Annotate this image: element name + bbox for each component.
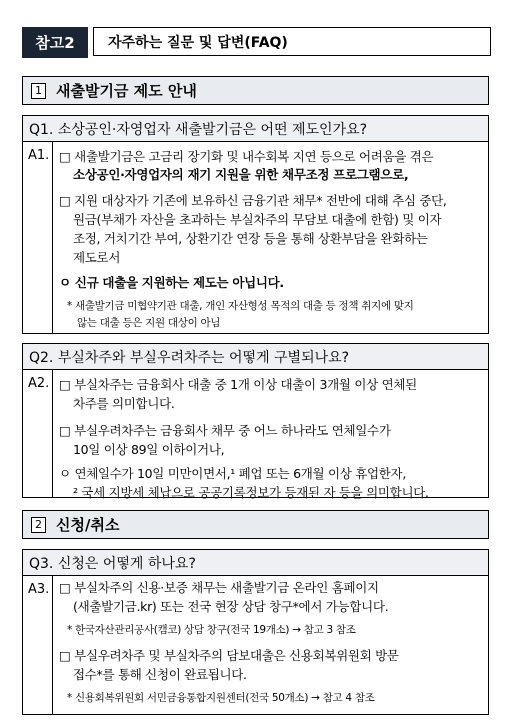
faq-item-q1 [22, 115, 489, 334]
answer-line: □ 부실우려차주는 금융회사 채무 중 어느 하나라도 연체일수가 [59, 423, 391, 438]
answer-line: 접수*를 통해 신청이 완료됩니다. [73, 667, 247, 682]
question-q2: Q2. 부실차주와 부실우려차주는 어떻게 구별되나요? [23, 344, 488, 370]
answer-label: A2. [23, 370, 53, 498]
answer-line: ² 국세 지방세 체납으로 공공기록정보가 등재된 자 등을 의미합니다. [73, 485, 429, 500]
answer-line: □ 지원 대상자가 기존에 보유하신 금융기관 채무* 전반에 대해 추심 중단, [59, 193, 447, 208]
footnote: * 신용회복위원회 서민금융통합지원센터(전국 50개소) → 참고 4 참조 [67, 692, 375, 704]
answer-line: □ 부실우려차주 및 부실차주의 담보대출은 신용회복위원회 방문 [59, 648, 399, 663]
question-q1: Q1. 소상공인·자영업자 새출발기금은 어떤 제도인가요? [23, 116, 488, 142]
answer-a2 [23, 370, 488, 498]
answer-line: 차주를 의미합니다. [73, 396, 175, 411]
page-title: 자주하는 질문 및 답변(FAQ) [93, 27, 491, 56]
answer-line: 제도로서 [73, 250, 121, 265]
footnote: * 한국자산관리공사(캠코) 상담 창구(전국 19개소) → 참고 3 참조 [67, 624, 356, 636]
page-header [22, 27, 491, 58]
answer-label: A1. [23, 142, 53, 334]
section-1-heading [22, 76, 489, 105]
answer-line: □ 부실차주는 금융회사 대출 중 1개 이상 대출이 3개월 이상 연체된 [59, 377, 417, 392]
question-q3: Q3. 신청은 어떻게 하나요? [23, 550, 488, 576]
faq-item-q2 [22, 343, 489, 498]
section-number: 1 [31, 83, 46, 99]
footnote: * 새출발기금 미협약기관 대출, 개인 자산형성 목적의 대출 등 정책 취지에 맞지 [67, 300, 414, 312]
faq-item-q3 [22, 549, 489, 715]
section-title: 새출발기금 제도 안내 [56, 82, 197, 100]
reference-tag: 참고2 [22, 27, 88, 58]
section-title: 신청/취소 [56, 516, 120, 534]
answer-line: 소상공인·자영업자의 재기 지원을 위한 채무조정 프로그램으로, [73, 167, 409, 182]
section-number: 2 [31, 517, 46, 533]
answer-line: 10일 이상 89일 이하이거나, [73, 442, 225, 457]
answer-a3 [23, 576, 488, 715]
answer-line: □ 새출발기금은 고금리 장기화 및 내수회복 지연 등으로 어려움을 겪은 [59, 149, 434, 164]
answer-line: 원금(부채가 자산을 초과하는 부실차주의 무담보 대출에 한함) 및 이자 [73, 212, 442, 227]
answer-line: ㅇ 신규 대출을 지원하는 제도는 아닙니다. [59, 275, 284, 290]
answer-label: A3. [23, 576, 53, 715]
answer-line: □ 부실차주의 신용·보증 채무는 새출발기금 온라인 홈페이지 [59, 580, 379, 595]
answer-line: 조정, 거치기간 부여, 상환기간 연장 등을 통해 상환부담을 완화하는 [73, 231, 428, 246]
section-2-heading [22, 510, 489, 539]
answer-line: ㅇ 연체일수가 10일 미만이면서,¹ 폐업 또는 6개월 이상 휴업한자, [59, 466, 407, 481]
answer-line: (새출발기금.kr) 또는 전국 현장 상담 창구*에서 가능합니다. [73, 599, 389, 614]
answer-a1 [23, 142, 488, 334]
footnote: 않는 대출 등은 지원 대상이 아님 [77, 317, 221, 329]
